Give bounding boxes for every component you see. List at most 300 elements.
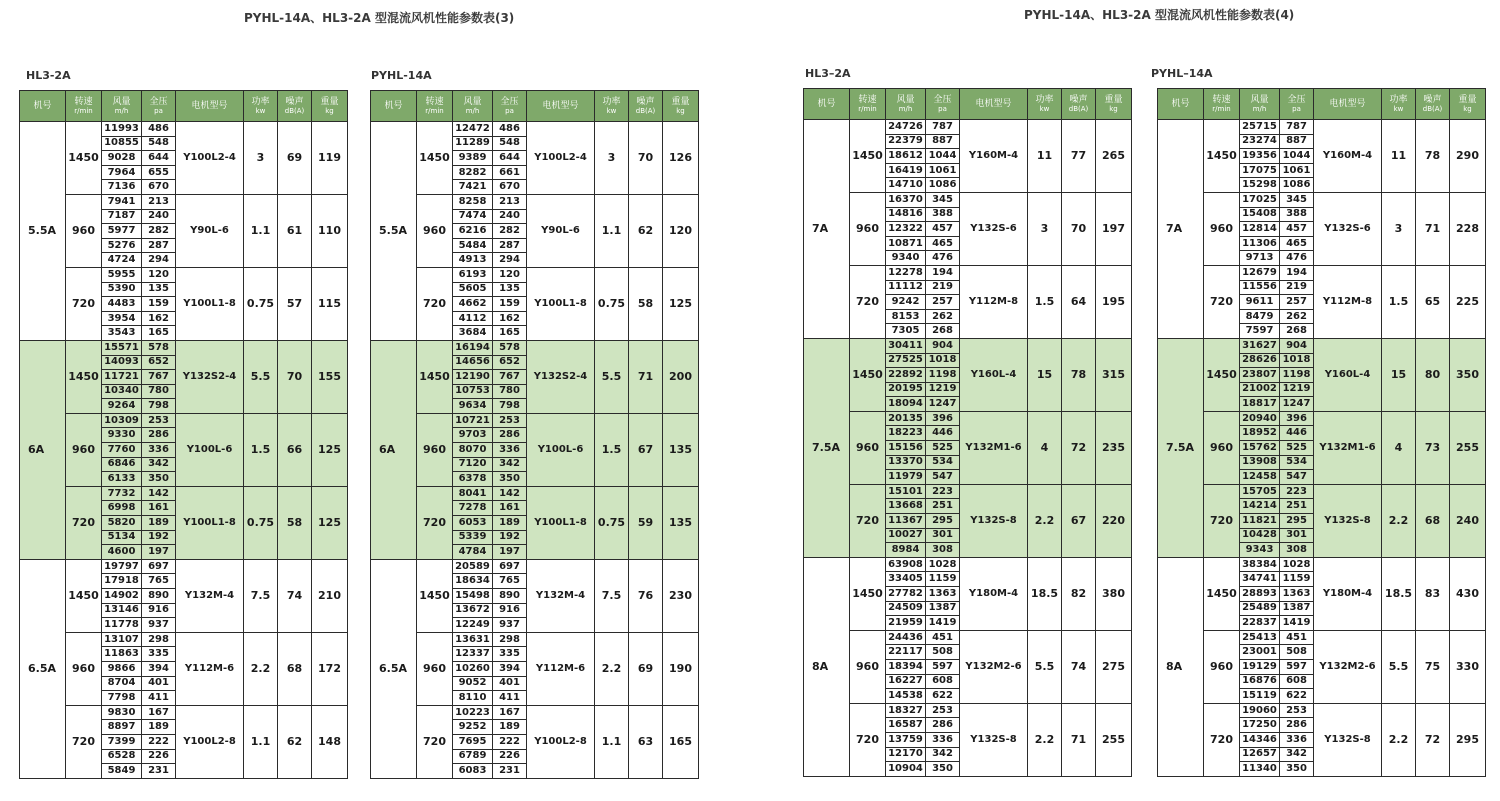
column-header-unit: dB(A)	[635, 106, 656, 115]
pressure-cell: 890	[493, 589, 527, 604]
column-header-label: 机号	[1171, 99, 1190, 109]
column-header	[493, 91, 527, 122]
column-header-label: 电机型号	[542, 101, 579, 111]
airflow-cell: 14093	[102, 355, 142, 370]
motor-cell: Y180M-4	[1314, 557, 1382, 630]
column-header	[312, 91, 348, 122]
airflow-cell: 3954	[102, 311, 142, 326]
airflow-cell: 3684	[453, 326, 493, 341]
airflow-cell: 24509	[886, 601, 926, 616]
pressure-cell: 597	[926, 659, 960, 674]
motor-cell: Y132S-6	[1314, 192, 1382, 265]
airflow-cell: 13668	[886, 499, 926, 514]
airflow-cell: 12657	[1240, 747, 1280, 762]
power-cell: 11	[1382, 120, 1416, 193]
pressure-cell: 268	[926, 324, 960, 339]
pressure-cell: 161	[493, 501, 527, 516]
weight-cell: 125	[312, 486, 348, 559]
airflow-cell: 5390	[102, 282, 142, 297]
pressure-cell: 787	[1280, 120, 1314, 135]
model-cell: 6.5A	[371, 559, 417, 778]
table-row	[371, 559, 699, 574]
weight-cell: 115	[312, 267, 348, 340]
pressure-cell: 135	[493, 282, 527, 297]
power-cell: 2.2	[1028, 703, 1062, 776]
noise-cell: 67	[1062, 484, 1096, 557]
airflow-cell: 9340	[886, 251, 926, 266]
airflow-cell: 28893	[1240, 587, 1280, 602]
speed-cell: 720	[66, 486, 102, 559]
airflow-cell: 20195	[886, 382, 926, 397]
pressure-cell: 655	[142, 165, 176, 180]
column-header-label: 功率	[1035, 94, 1054, 105]
pressure-cell: 197	[142, 545, 176, 560]
power-cell: 3	[595, 122, 629, 195]
airflow-cell: 14816	[886, 207, 926, 222]
speed-cell: 1450	[417, 559, 453, 632]
table-row	[1158, 630, 1486, 645]
airflow-cell: 25413	[1240, 630, 1280, 645]
weight-cell: 126	[663, 122, 699, 195]
weight-cell: 119	[312, 122, 348, 195]
noise-cell: 70	[1062, 192, 1096, 265]
airflow-cell: 11340	[1240, 762, 1280, 777]
noise-cell: 77	[1062, 120, 1096, 193]
pressure-cell: 223	[1280, 484, 1314, 499]
pressure-cell: 765	[493, 574, 527, 589]
pressure-cell: 257	[926, 295, 960, 310]
pressure-cell: 294	[142, 253, 176, 268]
airflow-cell: 7278	[453, 501, 493, 516]
weight-cell: 275	[1096, 630, 1132, 703]
airflow-cell: 21002	[1240, 382, 1280, 397]
table-row	[804, 120, 1132, 135]
speed-cell: 720	[417, 267, 453, 340]
pressure-cell: 298	[142, 632, 176, 647]
pressure-cell: 1363	[926, 587, 960, 602]
column-header-label: 电机型号	[1329, 99, 1366, 109]
airflow-cell: 14710	[886, 178, 926, 193]
power-cell: 4	[1028, 411, 1062, 484]
airflow-cell: 17250	[1240, 718, 1280, 733]
performance-table	[803, 88, 1132, 777]
weight-cell: 240	[1450, 484, 1486, 557]
motor-cell: Y100L-6	[176, 413, 244, 486]
noise-cell: 58	[278, 486, 312, 559]
pressure-cell: 120	[142, 267, 176, 282]
performance-table	[370, 90, 699, 779]
airflow-cell: 14538	[886, 689, 926, 704]
pressure-cell: 411	[142, 691, 176, 706]
pressure-cell: 787	[926, 120, 960, 135]
pressure-cell: 167	[493, 705, 527, 720]
noise-cell: 73	[1416, 411, 1450, 484]
power-cell: 1.5	[1028, 265, 1062, 338]
column-header-label: 转速	[1212, 94, 1231, 105]
airflow-cell: 8897	[102, 720, 142, 735]
airflow-cell: 9052	[453, 676, 493, 691]
column-header-label: 噪声	[1069, 94, 1088, 105]
speed-cell: 720	[417, 705, 453, 778]
pressure-cell: 342	[926, 747, 960, 762]
pressure-cell: 622	[926, 689, 960, 704]
pressure-cell: 253	[493, 413, 527, 428]
pressure-cell: 287	[493, 238, 527, 253]
column-header	[102, 91, 142, 122]
pressure-cell: 780	[493, 384, 527, 399]
airflow-cell: 12472	[453, 122, 493, 137]
airflow-cell: 12322	[886, 222, 926, 237]
airflow-cell: 4724	[102, 253, 142, 268]
airflow-cell: 14214	[1240, 499, 1280, 514]
airflow-cell: 20940	[1240, 411, 1280, 426]
pressure-cell: 301	[1280, 528, 1314, 543]
airflow-cell: 17918	[102, 574, 142, 589]
airflow-cell: 23807	[1240, 368, 1280, 383]
pressure-cell: 652	[493, 355, 527, 370]
noise-cell: 63	[629, 705, 663, 778]
pressure-cell: 262	[1280, 309, 1314, 324]
airflow-cell: 12337	[453, 647, 493, 662]
pressure-cell: 226	[493, 749, 527, 764]
airflow-cell: 5339	[453, 530, 493, 545]
airflow-cell: 16587	[886, 718, 926, 733]
table-row	[1158, 557, 1486, 572]
weight-cell: 228	[1450, 192, 1486, 265]
motor-cell: Y112M-6	[176, 632, 244, 705]
column-header-unit: kg	[676, 106, 685, 115]
airflow-cell: 22379	[886, 134, 926, 149]
pressure-cell: 213	[142, 194, 176, 209]
table-row	[804, 411, 1132, 426]
airflow-cell: 8041	[453, 486, 493, 501]
pressure-cell: 1044	[1280, 149, 1314, 164]
column-header-label: 转速	[74, 96, 93, 107]
airflow-cell: 8153	[886, 309, 926, 324]
airflow-cell: 15408	[1240, 207, 1280, 222]
column-header-unit: kw	[606, 106, 617, 115]
power-cell: 15	[1382, 338, 1416, 411]
weight-cell: 380	[1096, 557, 1132, 630]
model-cell: 5.5A	[371, 122, 417, 341]
table-row	[1158, 484, 1486, 499]
header-row	[1158, 89, 1486, 120]
column-header-label: 全压	[500, 96, 519, 107]
airflow-cell: 9028	[102, 151, 142, 166]
noise-cell: 80	[1416, 338, 1450, 411]
column-header	[1450, 89, 1486, 120]
pressure-cell: 135	[142, 282, 176, 297]
column-header-label: 噪声	[1423, 94, 1442, 105]
power-cell: 2.2	[1382, 703, 1416, 776]
airflow-cell: 38384	[1240, 557, 1280, 572]
noise-cell: 62	[278, 705, 312, 778]
column-header	[278, 91, 312, 122]
noise-cell: 68	[278, 632, 312, 705]
motor-cell: Y112M-6	[527, 632, 595, 705]
column-header	[176, 91, 244, 122]
airflow-cell: 7305	[886, 324, 926, 339]
airflow-cell: 13908	[1240, 455, 1280, 470]
motor-cell: Y100L1-8	[527, 267, 595, 340]
pressure-cell: 446	[926, 426, 960, 441]
column-header	[1204, 89, 1240, 120]
header-row	[20, 91, 348, 122]
column-header-label: 机号	[817, 99, 836, 109]
table-row	[804, 265, 1132, 280]
motor-cell: Y112M-8	[960, 265, 1028, 338]
pressure-cell: 159	[142, 297, 176, 312]
weight-cell: 350	[1450, 338, 1486, 411]
pressure-cell: 1018	[1280, 353, 1314, 368]
power-cell: 5.5	[1028, 630, 1062, 703]
speed-cell: 1450	[417, 122, 453, 195]
column-header	[804, 89, 850, 120]
airflow-cell: 18223	[886, 426, 926, 441]
speed-cell: 1450	[850, 338, 886, 411]
column-header	[926, 89, 960, 120]
airflow-cell: 22837	[1240, 616, 1280, 631]
airflow-cell: 25489	[1240, 601, 1280, 616]
speed-cell: 1450	[66, 559, 102, 632]
pressure-cell: 1387	[1280, 601, 1314, 616]
pressure-cell: 1198	[1280, 368, 1314, 383]
airflow-cell: 3543	[102, 326, 142, 341]
column-header	[20, 91, 66, 122]
table-label: HL3–2A	[805, 67, 851, 80]
pressure-cell: 294	[493, 253, 527, 268]
pressure-cell: 608	[926, 674, 960, 689]
pressure-cell: 336	[142, 443, 176, 458]
airflow-cell: 10904	[886, 762, 926, 777]
pressure-cell: 1044	[926, 149, 960, 164]
speed-cell: 1450	[850, 120, 886, 193]
motor-cell: Y160L-4	[960, 338, 1028, 411]
airflow-cell: 4662	[453, 297, 493, 312]
airflow-cell: 11556	[1240, 280, 1280, 295]
pressure-cell: 286	[926, 718, 960, 733]
speed-cell: 960	[1204, 630, 1240, 703]
column-header-unit: kw	[1039, 104, 1050, 113]
pressure-cell: 767	[493, 370, 527, 385]
table-label: PYHL-14A	[371, 69, 432, 82]
pressure-cell: 476	[926, 251, 960, 266]
pressure-cell: 240	[142, 209, 176, 224]
airflow-cell: 13631	[453, 632, 493, 647]
column-header-label: 功率	[602, 96, 621, 107]
pressure-cell: 162	[142, 311, 176, 326]
pressure-cell: 335	[142, 647, 176, 662]
column-header-unit: kw	[1393, 104, 1404, 113]
pressure-cell: 622	[1280, 689, 1314, 704]
pressure-cell: 251	[926, 499, 960, 514]
motor-cell: Y100L2-4	[176, 122, 244, 195]
table-row	[20, 122, 348, 137]
pressure-cell: 226	[142, 749, 176, 764]
airflow-cell: 12278	[886, 265, 926, 280]
column-header-unit: r/min	[425, 106, 444, 115]
motor-cell: Y132S-6	[960, 192, 1028, 265]
noise-cell: 74	[1062, 630, 1096, 703]
pressure-cell: 798	[142, 399, 176, 414]
table-row	[804, 557, 1132, 572]
airflow-cell: 19797	[102, 559, 142, 574]
pressure-cell: 342	[142, 457, 176, 472]
airflow-cell: 7187	[102, 209, 142, 224]
weight-cell: 430	[1450, 557, 1486, 630]
column-header-label: 全压	[149, 96, 168, 107]
power-cell: 2.2	[1382, 484, 1416, 557]
pressure-cell: 301	[926, 528, 960, 543]
column-header-unit: r/min	[858, 104, 877, 113]
column-header	[142, 91, 176, 122]
airflow-cell: 14346	[1240, 732, 1280, 747]
weight-cell: 155	[312, 340, 348, 413]
column-header-unit: pa	[938, 104, 947, 113]
airflow-cell: 5977	[102, 224, 142, 239]
column-header	[1240, 89, 1280, 120]
pressure-cell: 525	[926, 441, 960, 456]
pressure-cell: 547	[926, 470, 960, 485]
motor-cell: Y90L-6	[527, 194, 595, 267]
airflow-cell: 6528	[102, 749, 142, 764]
airflow-cell: 13146	[102, 603, 142, 618]
column-header-label: 风量	[463, 96, 482, 107]
pressure-cell: 446	[1280, 426, 1314, 441]
pressure-cell: 142	[493, 486, 527, 501]
pressure-cell: 534	[926, 455, 960, 470]
motor-cell: Y132M-4	[176, 559, 244, 632]
column-header-unit: pa	[505, 106, 514, 115]
airflow-cell: 10027	[886, 528, 926, 543]
column-header	[1028, 89, 1062, 120]
airflow-cell: 12249	[453, 618, 493, 633]
pressure-cell: 411	[493, 691, 527, 706]
pressure-cell: 1219	[926, 382, 960, 397]
column-header-unit: kw	[255, 106, 266, 115]
noise-cell: 68	[1416, 484, 1450, 557]
motor-cell: Y132M1-6	[1314, 411, 1382, 484]
pressure-cell: 350	[142, 472, 176, 487]
speed-cell: 720	[66, 267, 102, 340]
speed-cell: 960	[417, 413, 453, 486]
column-header	[527, 91, 595, 122]
airflow-cell: 23274	[1240, 134, 1280, 149]
airflow-cell: 15119	[1240, 689, 1280, 704]
pressure-cell: 937	[142, 618, 176, 633]
noise-cell: 57	[278, 267, 312, 340]
column-header-label: 重量	[1104, 94, 1123, 105]
column-header-label: 重量	[671, 96, 690, 107]
pressure-cell: 548	[493, 136, 527, 151]
pressure-cell: 697	[142, 559, 176, 574]
airflow-cell: 15571	[102, 340, 142, 355]
table-row	[371, 194, 699, 209]
speed-cell: 720	[850, 265, 886, 338]
airflow-cell: 8984	[886, 543, 926, 558]
airflow-cell: 10753	[453, 384, 493, 399]
airflow-cell: 17075	[1240, 163, 1280, 178]
pressure-cell: 162	[493, 311, 527, 326]
noise-cell: 66	[278, 413, 312, 486]
pressure-cell: 189	[493, 516, 527, 531]
pressure-cell: 401	[142, 676, 176, 691]
table-row	[1158, 265, 1486, 280]
column-header-label: 转速	[858, 94, 877, 105]
airflow-cell: 10428	[1240, 528, 1280, 543]
airflow-cell: 6216	[453, 224, 493, 239]
motor-cell: Y90L-6	[176, 194, 244, 267]
header-row	[371, 91, 699, 122]
pressure-cell: 298	[493, 632, 527, 647]
pressure-cell: 189	[493, 720, 527, 735]
airflow-cell: 24726	[886, 120, 926, 135]
airflow-cell: 7474	[453, 209, 493, 224]
column-header-unit: r/min	[74, 106, 93, 115]
model-cell: 8A	[804, 557, 850, 776]
airflow-cell: 5849	[102, 764, 142, 779]
airflow-cell: 7421	[453, 180, 493, 195]
speed-cell: 720	[1204, 484, 1240, 557]
airflow-cell: 9713	[1240, 251, 1280, 266]
airflow-cell: 14656	[453, 355, 493, 370]
column-header	[850, 89, 886, 120]
pressure-cell: 219	[1280, 280, 1314, 295]
pressure-cell: 159	[493, 297, 527, 312]
airflow-cell: 8070	[453, 443, 493, 458]
noise-cell: 70	[629, 122, 663, 195]
airflow-cell: 12190	[453, 370, 493, 385]
airflow-cell: 15498	[453, 589, 493, 604]
motor-cell: Y160M-4	[960, 120, 1028, 193]
airflow-cell: 31627	[1240, 338, 1280, 353]
weight-cell: 110	[312, 194, 348, 267]
table-row	[20, 705, 348, 720]
airflow-cell: 34741	[1240, 572, 1280, 587]
pressure-cell: 396	[1280, 411, 1314, 426]
airflow-cell: 33405	[886, 572, 926, 587]
column-header	[1314, 89, 1382, 120]
power-cell: 1.1	[244, 194, 278, 267]
airflow-cell: 10855	[102, 136, 142, 151]
airflow-cell: 16194	[453, 340, 493, 355]
airflow-cell: 19356	[1240, 149, 1280, 164]
airflow-cell: 20589	[453, 559, 493, 574]
airflow-cell: 18094	[886, 397, 926, 412]
column-header-label: 转速	[425, 96, 444, 107]
model-cell: 6.5A	[20, 559, 66, 778]
airflow-cell: 6133	[102, 472, 142, 487]
airflow-cell: 27782	[886, 587, 926, 602]
weight-cell: 255	[1096, 703, 1132, 776]
airflow-cell: 6378	[453, 472, 493, 487]
pressure-cell: 457	[1280, 222, 1314, 237]
airflow-cell: 9264	[102, 399, 142, 414]
power-cell: 1.1	[595, 705, 629, 778]
column-header	[960, 89, 1028, 120]
pressure-cell: 161	[142, 501, 176, 516]
power-cell: 5.5	[595, 340, 629, 413]
table-row	[371, 122, 699, 137]
airflow-cell: 9634	[453, 399, 493, 414]
airflow-cell: 12679	[1240, 265, 1280, 280]
column-header	[1096, 89, 1132, 120]
airflow-cell: 19060	[1240, 703, 1280, 718]
motor-cell: Y100L2-8	[176, 705, 244, 778]
speed-cell: 1450	[66, 340, 102, 413]
airflow-cell: 16876	[1240, 674, 1280, 689]
column-header-label: 风量	[1250, 94, 1269, 105]
